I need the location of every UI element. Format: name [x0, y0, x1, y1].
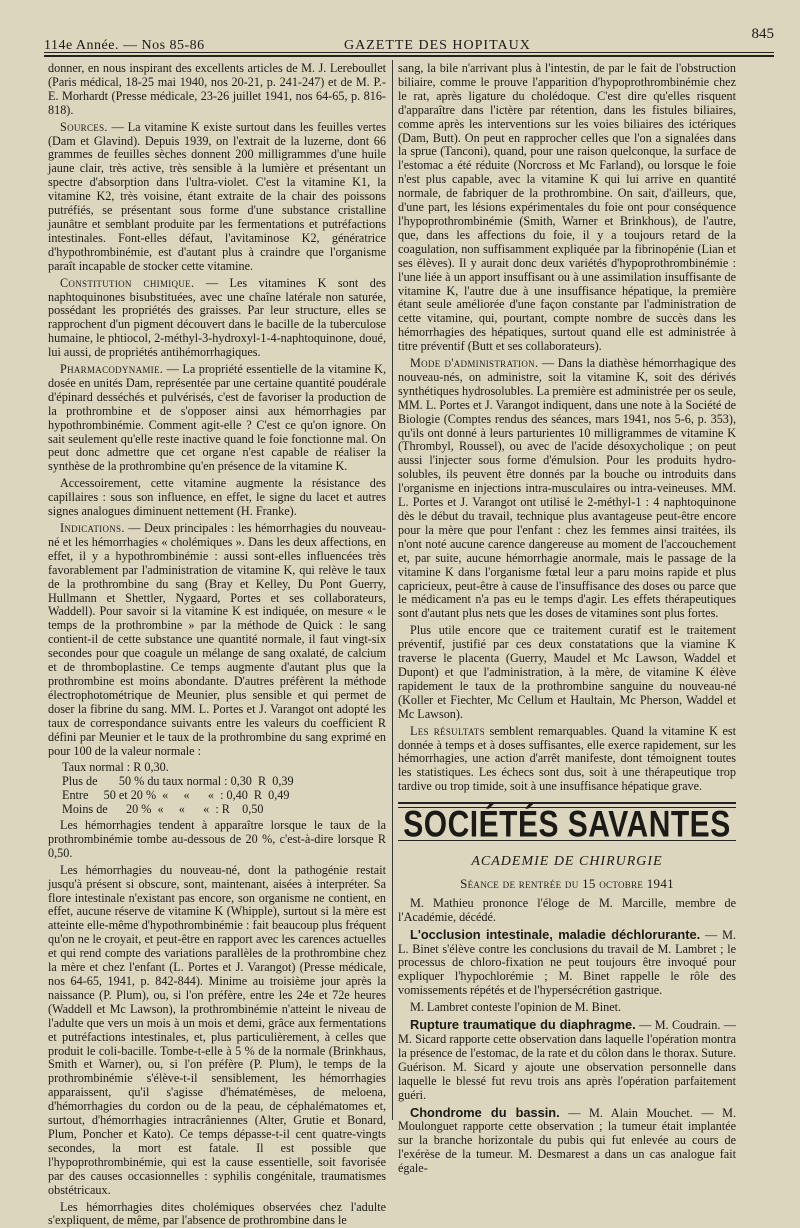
header-rule-thick [44, 55, 774, 57]
sources-text: — La vitamine K existe surtout dans les feuilles vertes (Dam et Glavind). Depuis 1939, on l'extrait de la luzerne, dont 66 grammes de feuilles sèches donnent 200 milligrammes d'une huile jaune clair, très active, très sensible à la lumière et présentant un spectre d'absorption dans l'ultra-violet. C'est la vitamine K1, la vitamine K2, très voisine, étant extraite de la chair des poissons putréfiés, se présentant sous forme d'une substance cristalline jaunâtre et semblant produite par les fermentations et putréfactions intestinales. Font-elles défaut, l'avitaminose K2, génératrice d'hypothrombinémie, est d'autant plus à craindre que l'organisme paraît incapable de stocker cette vitamine. [48, 120, 386, 273]
indications-text: — Deux principales : les hémorrhagies du nouveau-né et les hémorrhagies « cholémiques ». Dans les deux affections, en effet, il y a hypothrombinémie : aussi sont-elles influencées très favorablement par l'administration de vitamine K, qui relève le taux de la prothrombine du sang (Bray et Kelley, Du Pont Guerry, Hullmann et Shettler, Nygaard, Portes et ses collaborateurs, Waddell). Pour savoir si la vitamine K est indiquée, on mesure « le temps de la prothrombine » par la méthode de Quick : le sang contient-il de cette substance une quantité normale, il faut vingt-six secondes pour que coagule un mélange de sang oxalaté, de calcium et de thromboplastine. Ce temps augmente d'autant plus que la prothrombine est moins abondante. D'autres préfèrent la méthode électrophotométrique de Meunier, plus sensible et qui permet de doser la fibrine du sang. MM. L. Portes et J. Varangot ont adopté les taux de correspondance suivants entre les valeurs du coefficient R défini par Meunier et le taux de la prothrombine du sang exprimé en pour 100 de la valeur normale : [48, 521, 386, 758]
article-title: Chondrome du bassin. [410, 1105, 560, 1120]
table-row: Taux normal : R 0,30. [62, 761, 386, 775]
left-column [48, 62, 386, 1122]
results-paragraph [398, 725, 736, 795]
header-rule [44, 52, 774, 53]
article-chondrome [398, 1106, 736, 1177]
table-row: Plus de 50 % du taux normal : 0,30 R 0,39 [62, 775, 386, 789]
article-title: L'occlusion intestinale, maladie déchlorurante. [410, 927, 700, 942]
article-occlusion-reply: M. Lambret conteste l'opinion de M. Binet. [398, 1001, 736, 1015]
newborn-paragraph: Les hémorrhagies du nouveau-né, dont la pathogénie restait jusqu'à présent si obscure, sont, maintenant, aisées à interpréter. Sa flore intestinale n'existant pas encore, son organisme ne contient, en effet, aucune réserve de vitamine K (Whipple), surtout si la mère est atteinte elle-même d'hypothrombinémie : fait beaucoup plus fréquent qu'on ne le croyait, et peut-être en rapport avec les carences actuelles et qui rend compte des variations parallèles de la prothrombine chez la mère et chez l'enfant (L. Portes et J. Varangot) (Presse médicale, nos 64-65, 1941, p. 842-844). Minime au troisième jour après la naissance (P. Plum), ou, si l'on préfère, entre les 24e et 72e heures (Waddell et Mc Lawson), la prothrombinémie n'atteint le niveau de l'adulte que vers un mois à un mois et demi, grâce aux fermentations et putréfactions intestinales, et, plus particulièrement, à celles que produit le coli-bacille. Tombe-t-elle à 5 % de la normale (Brinkhaus, Smith et Warner), ou, si l'on préfère (P. Plum), le temps de la prothrombinémie s'élève-t-il sensiblement, les hémorrhagies apparaissent, qu'il s'agisse d'hématémèses, de meloena, d'hémorrhagies du cordon ou de la peau, de céphalématomes et, surtout, d'hémorrhagies intracrâniennes (Alter, Grutie et Bonard, Plum, Poncher et Kato). Ce temps dépasse-t-il cent quatre-vingts secondes, la mort est fatale. Il est possible que l'hypoprothrombinémie, qui est la cause essentielle, soit favorisée par des causes occasionnelles : syphilis congénitale, traumatismes obstétricaux. [48, 864, 386, 1198]
mode-paragraph [398, 357, 736, 621]
prothrombin-table [62, 761, 386, 817]
cholemic-paragraph: Les hémorrhagies dites cholémiques observées chez l'adulte s'expliquent, de même, par l'absence de prothrombine dans le [48, 1201, 386, 1228]
article-text: — M. Coudrain. — M. Sicard rapporte cette observation dans laquelle l'opération montra la présence de l'estomac, de la rate et du côlon dans le thorax. Suture. Guérison. M. Sicard y ajoute une observation personnelle dans laquelle le blessé fut revu trois ans après l'opération parfaitement guéri. [398, 1018, 736, 1102]
table-row: Moins de 20 % « « « : R 0,50 [62, 803, 386, 817]
constitution-heading: Constitution chimique. [60, 276, 194, 290]
indications-heading: Indications. [60, 521, 125, 535]
article-title: Rupture traumatique du diaphragme. [410, 1017, 636, 1032]
intro-paragraph: donner, en nous inspirant des excellents articles de M. J. Lereboullet (Paris médical, 18-25 mai 1940, nos 20-21, p. 241-247) et de M. P.-E. Morhardt (Presse médicale, 23-26 juillet 1941, nos 64-65, p. 816-818). [48, 62, 386, 118]
sources-heading: Sources. [60, 120, 108, 134]
mode-text: — Dans la diathèse hémorrhagique des nouveau-nés, on administre, soit la vitamine K, soit des dérivés synthétiques hydrosolubles. La première est administrée per os seule, MM. L. Portes et J. Varangot indiquent, dans une note à la Société de Biologie (Comptes rendus des séances, mars 1941, nos 5-6, p. 353), qu'ils ont donné à leurs parturientes 10 milligrammes de vitamine K (Thrombyl, Roussel), ou avec de l'acide désoxycholique ; on peut aussi l'injecter sous forme d'émulsion. Pour les produits hydro-solubles, ils peuvent être donnés par la bouche ou introduits dans l'organisme en injections intra-musculaires ou intra-veineuses. MM. L. Portes et J. Varangot ont utilisé le 2-méthyl-1 : 4 naphtoquinone dès le début du travail, technique plus avantageuse peut-être encore pour la mère que pour l'enfant : chez les femmes ainsi traitées, ils n'ont noté aucune carence dangereuse au moment de l'accouchement et, par suite, aucune hémorrhagie anormale, mais le passage de la vitamine K dans l'organisme fœtal leur a paru moins rapide et plus capricieux, peut-être à cause de l'insuffisance des doses ou parce que le médicament n'a pas eu le temps d'agir. Les effets thérapeutiques sont d'autant plus nets que les doses de vitamines sont plus fortes. [398, 356, 736, 620]
page-number: 845 [752, 26, 775, 43]
indications-paragraph [48, 522, 386, 758]
article-diaphragm [398, 1018, 736, 1102]
session-heading: Séance de rentrée du 15 octobre 1941 [398, 877, 736, 891]
preventive-paragraph: Plus utile encore que ce traitement curatif est le traitement préventif, justifié par ces deux constatations que la viamine K traverse le placenta (Guerry, Maudel et Mc Lawson, Waddel et Dupont) et que l'administration, à la mère, de vitamine K élève rapidement le taux de la prothrombine sanguine du nouveau-né (Koller et Fiechter, Mc Cellum et Haultain, Mc Pherson, Waddel et Mc Lawson). [398, 624, 736, 721]
column-separator [392, 60, 393, 1120]
constitution-text: — Les vitamines K sont des naphtoquinones bisubstituées, avec une chaîne latérale non saturée, possédant les propriétés des graisses. Par leur structure, elles se rapprochent d'un pigment découvert dans le bacille de la tuberculose humaine, le phtiocol, 2-méthyl-3-hydroxyl-1-4-naphtoquinone, doué, lui aussi, de propriétés antihémorrhagiques. [48, 276, 386, 360]
right-column [398, 62, 736, 1122]
pharmaco-text: — La propriété essentielle de la vitamine K, dosée en unités Dam, représentée par une certaine quantité poudérale d'épinard desséchés et pulvérisés, c'est de favoriser la production de la prothrombine et de s'opposer ainsi aux hémorrhagies par hypothrombinémie. Comment agit-elle ? C'est ce qu'on ignore. On sait seulement qu'elle reste inactive quand le foie fonctionne mal. On peut donc admettre que cet organe n'est capable de réaliser la synthèse de la prothrombine qu'en présence de la vitamine K. [48, 362, 386, 473]
mode-heading: Mode d'administration. [410, 356, 538, 370]
page-header [44, 22, 774, 52]
article-text: — M. Alain Mouchet. — M. Moulonguet rapporte cette observation ; la tumeur était implantée sur la branche horizontale du pubis qui fut enlevée au cours de l'exérèse de la tumeur. M. Desmarest a dans un cas analogue fait égale- [398, 1106, 736, 1176]
table-row: Entre 50 et 20 % « « « : 0,40 R 0,49 [62, 789, 386, 803]
after-table-paragraph: Les hémorrhagies tendent à apparaître lorsque le taux de la prothrombinémie tombe au-dessous de 20 %, c'est-à-dire lorsque R 0,50. [48, 819, 386, 861]
journal-title: GAZETTE DES HOPITAUX [344, 38, 531, 54]
pharmaco-paragraph [48, 363, 386, 474]
constitution-paragraph [48, 277, 386, 360]
article-occlusion [398, 928, 736, 999]
article-text: — M. L. Binet s'élève contre les conclusions du travail de M. Lambret ; le processus de chloro-fixation ne peut toujours être invoqué pour expliquer l'hypochlorémie ; M. Binet rappelle le rôle des vomissements répétés et de l'hypersécrétion gastrique. [398, 928, 736, 998]
results-text: semblent remarquables. Quand la vitamine K est donnée à temps et à doses suffisantes, elle exerce rapidement, sur les hémorrhagies, une action d'arrêt manifeste, dont témoignent toutes les statistiques. Les échecs sont dus, soit à une thérapeutique trop tardive ou trop timide, soit à une insuffisance hépatique grave. [398, 724, 736, 794]
academy-heading: ACADEMIE DE CHIRURGIE [398, 855, 736, 869]
issue-info: 114e Année. — Nos 85-86 [44, 38, 205, 54]
results-heading: Les résultats [410, 724, 485, 738]
pharmaco-heading: Pharmacodynamie. [60, 362, 163, 376]
eloge-paragraph: M. Mathieu prononce l'éloge de M. Marcille, membre de l'Académie, décédé. [398, 897, 736, 925]
sources-paragraph [48, 121, 386, 274]
right-intro-paragraph: sang, la bile n'arrivant plus à l'intestin, de par le fait de l'obstruction biliaire, comme le prouve l'apparition d'hypoprothrombinémie chez le rat, après ligature du cholédoque. C'est dire qu'elles risquent d'apparaître dans l'ictère par rétention, dans les fistules biliaires, comme après les interventions sur les voies biliaires des ictériques (Dam, Butt). On peut en rapprocher celles que l'on a signalées dans la sprue (Tanconi), quand, pour une raison quelconque, la surface de l'estomac a été réduite (Norcross et Mc Farland), ou lorsque le foie n'est plus capable, avec la vitamine K qui lui arrive en quantité normale, de fabriquer de la prothrombine. On sait, d'ailleurs, que, d'une part, les lésions expérimentales du foie ont pour conséquence l'hypoprothrombinémie (Smith, Warner et Brinkhous), de l'autre, que, dans les affections du foie, il y a toujours retard de la coagulation, non suffisamment expliquée par la fibrinopénie (Lian et ses élèves). Il y aurait donc deux variétés d'hypoprothrombinémie : l'une liée à un apport insuffisant ou à une assimilation insuffisante de vitamine K, l'autre due à une insuffisance hépatique, la première étant seule améliorée d'une façon constante par l'administration de cette vitamine, qui, pourtant, compte nombre de succès dans les hémorrhagies des hépatiques, surtout quand elle est administrée à titre préventif (Butt et ses collaborateurs). [398, 62, 736, 354]
pharmaco-paragraph-2: Accessoirement, cette vitamine augmente la résistance des capillaires : sous son influence, en effet, le signe du lacet et autres signes analogues diminuent nettement (H. Franke). [48, 477, 386, 519]
section-title: SOCIÉTÉS SAVANTES [398, 816, 736, 833]
